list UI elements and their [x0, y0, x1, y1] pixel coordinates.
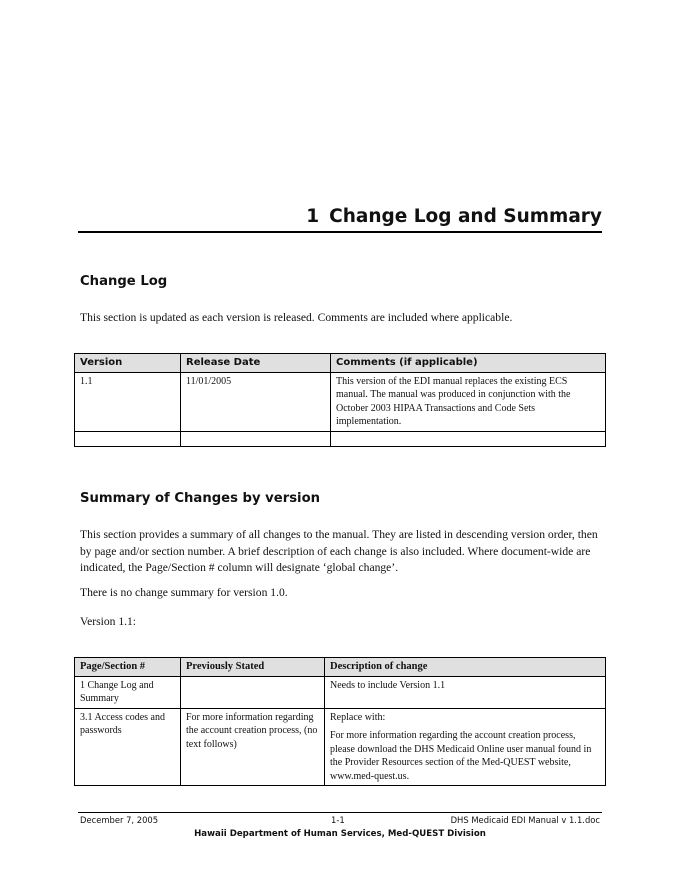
header-description: Description of change: [325, 658, 606, 677]
cell-section: 3.1 Access codes and passwords: [75, 708, 181, 786]
header-previously-stated: Previously Stated: [181, 658, 325, 677]
cell-comments: This version of the EDI manual replaces the existing ECS manual. The manual was produced in conjunction with the October 2003 HIPAA Transactions and Code Sets implementation.: [331, 372, 606, 431]
cell-release-date: 11/01/2005: [181, 372, 331, 431]
cell-previous: For more information regarding the account creation process, (no text follows): [181, 708, 325, 786]
cell-description: Needs to include Version 1.1: [325, 676, 606, 708]
version-label: Version 1.1:: [80, 615, 137, 628]
footer-document-name: DHS Medicaid EDI Manual v 1.1.doc: [450, 815, 600, 825]
header-release-date: Release Date: [181, 354, 331, 373]
header-version: Version: [75, 354, 181, 373]
header-comments: Comments (if applicable): [331, 354, 606, 373]
footer-organization: Hawaii Department of Human Services, Med-QUEST Division: [194, 829, 486, 839]
cell-empty: [181, 431, 331, 446]
cell-version: 1.1: [75, 372, 181, 431]
summary-intro: This section provides a summary of all changes to the manual. They are listed in descending version order, then by page and/or section number. A brief description of each change is also included. Where document-wide are indicated, the Page/Section # column will designate ‘global change’.: [80, 528, 598, 574]
footer-divider: [78, 812, 602, 813]
table-header-row: [75, 354, 606, 373]
change-log-intro: This section is updated as each version is released. Comments are included where applicable.: [80, 311, 513, 324]
replace-text: For more information regarding the account creation process, please download the DHS Medicaid Online user manual found in the Provider Resources section of the Med-QUEST website, www.med-quest.us.: [330, 730, 592, 782]
table-row: [75, 372, 606, 431]
replace-label: Replace with:: [330, 711, 386, 723]
summary-table: [74, 657, 606, 786]
header-page-section: Page/Section #: [75, 658, 181, 677]
footer-page-number: 1-1: [331, 815, 345, 825]
table-row: [75, 676, 606, 708]
no-change-note: There is no change summary for version 1.0.: [80, 586, 288, 599]
table-row-empty: [75, 431, 606, 446]
cell-description: [325, 708, 606, 786]
chapter-title-text: Change Log and Summary: [329, 206, 602, 227]
change-log-heading: Change Log: [80, 274, 168, 289]
cell-previous: [181, 676, 325, 708]
table-row: [75, 708, 606, 786]
summary-heading: Summary of Changes by version: [80, 491, 321, 506]
cell-empty: [75, 431, 181, 446]
chapter-number: 1: [306, 206, 320, 227]
footer-date: December 7, 2005: [80, 815, 159, 825]
cell-empty: [331, 431, 606, 446]
cell-section: 1 Change Log and Summary: [75, 676, 181, 708]
table-header-row: [75, 658, 606, 677]
chapter-title: [78, 206, 602, 233]
change-log-table: [74, 353, 606, 447]
